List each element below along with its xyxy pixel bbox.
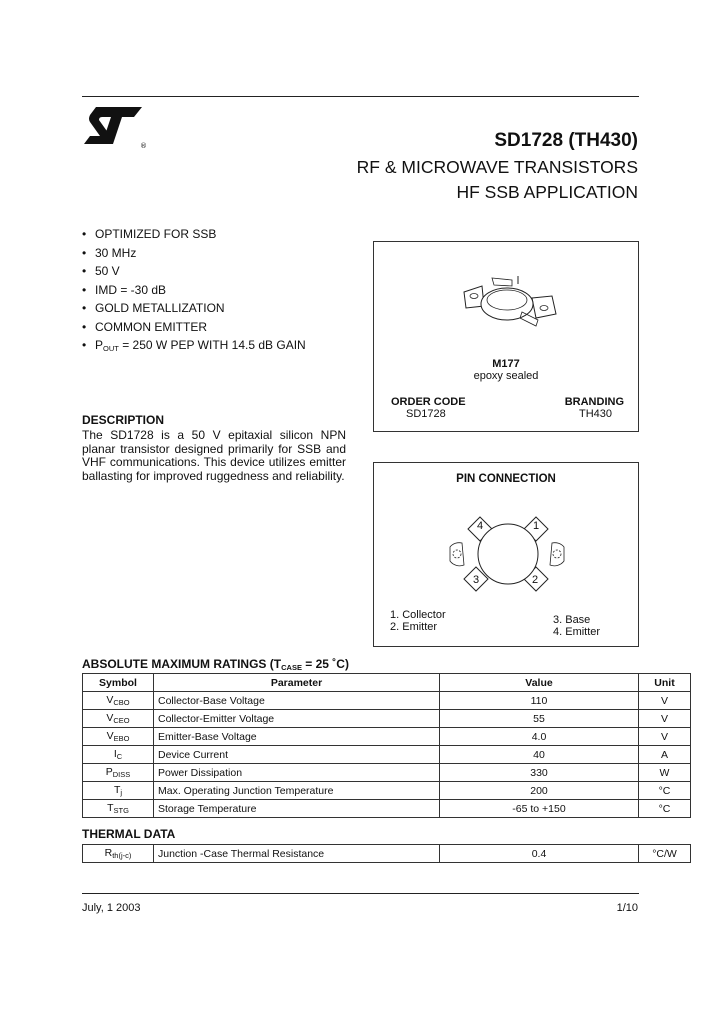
package-name: M177 (492, 358, 520, 370)
value-cell: 4.0 (440, 728, 639, 746)
col-symbol: Symbol (83, 674, 154, 692)
value-cell: 200 (440, 782, 639, 800)
pin-legend-2: 2. Emitter (390, 621, 438, 633)
package-drawing (452, 270, 562, 340)
pin-connection-heading: PIN CONNECTION (456, 473, 556, 485)
thermal-table (82, 844, 691, 863)
parameter-cell: Collector-Base Voltage (154, 692, 440, 710)
footer-page: 1/10 (616, 902, 638, 914)
order-code-value: SD1728 (406, 408, 446, 420)
pin-number-3: 3 (473, 574, 480, 586)
pin-legend-1: 1. Collector (390, 609, 446, 621)
value-cell: -65 to +150 (440, 800, 639, 818)
unit-cell: °C (639, 782, 691, 800)
order-code-label: ORDER CODE (391, 396, 466, 408)
pin-number-1: 1 (533, 520, 540, 532)
feature-item: • GOLD METALLIZATION (82, 299, 306, 318)
ratings-table (82, 673, 691, 818)
parameter-cell: Storage Temperature (154, 800, 440, 818)
symbol-cell: $T_{STG}$ (83, 800, 154, 818)
svg-text:®: ® (140, 142, 147, 150)
branding-label: BRANDING (564, 396, 624, 408)
table-row (83, 800, 691, 818)
subtitle-line1: RF & MICROWAVE TRANSISTORS (356, 157, 638, 177)
feature-item: • COMMON EMITTER (82, 318, 306, 337)
feature-item-pout: • $P_{OUT} = 250$ W PEP WITH 14.5 dB GAIN (82, 336, 306, 359)
pin-legend-4: 4. Emitter (553, 626, 601, 638)
pin-legend-3: 3. Base (553, 614, 591, 626)
ratings-heading: ABSOLUTE MAXIMUM RATINGS ($T_{CASE} = 25$ ˚C) (82, 657, 349, 672)
symbol-cell: $R_{th(j-c)}$ (83, 845, 154, 863)
value-cell: 110 (440, 692, 639, 710)
footer-rule (82, 893, 639, 894)
package-note: epoxy sealed (473, 370, 539, 382)
table-row (83, 782, 691, 800)
feature-item: • 30 MHz (82, 244, 306, 263)
parameter-cell: Device Current (154, 746, 440, 764)
footer-date: July, 1 2003 (82, 902, 141, 914)
package-box (373, 241, 639, 432)
value-cell: 0.4 (440, 845, 639, 863)
table-row (83, 728, 691, 746)
unit-cell: °C (639, 800, 691, 818)
col-value: Value (440, 674, 639, 692)
branding-value: TH430 (578, 408, 612, 420)
unit-cell: W (639, 764, 691, 782)
symbol-cell: $P_{DISS}$ (83, 764, 154, 782)
parameter-cell: Junction -Case Thermal Resistance (154, 845, 440, 863)
table-row (83, 764, 691, 782)
symbol-cell: $V_{CBO}$ (83, 692, 154, 710)
description-heading: DESCRIPTION (82, 413, 165, 427)
unit-cell: V (639, 710, 691, 728)
table-row (83, 710, 691, 728)
feature-list (82, 225, 306, 359)
symbol-cell: $V_{EBO}$ (83, 728, 154, 746)
thermal-heading: THERMAL DATA (82, 827, 176, 841)
col-unit: Unit (639, 674, 691, 692)
parameter-cell: Power Dissipation (154, 764, 440, 782)
header-rule (82, 96, 639, 97)
parameter-cell: Emitter-Base Voltage (154, 728, 440, 746)
symbol-cell: $I_C$ (83, 746, 154, 764)
unit-cell: V (639, 692, 691, 710)
value-cell: 40 (440, 746, 639, 764)
pin-diagram (442, 507, 572, 599)
feature-item: • IMD = -30 dB (82, 281, 306, 300)
part-title: SD1728 (TH430) (494, 130, 638, 151)
parameter-cell: Max. Operating Junction Temperature (154, 782, 440, 800)
parameter-cell: Collector-Emitter Voltage (154, 710, 440, 728)
description-text: The SD1728 is a 50 V epitaxial silicon NPN planar transistor designed primarily for SSB and VHF communications. This device utilizes emitter ballasting for improved ruggedness and reliability. (82, 428, 346, 484)
symbol-cell: $V_{CEO}$ (83, 710, 154, 728)
unit-cell: A (639, 746, 691, 764)
ratings-header-row (83, 674, 691, 692)
table-row (83, 692, 691, 710)
subtitle-line2: HF SSB APPLICATION (456, 182, 638, 202)
symbol-cell: $T_j$ (83, 782, 154, 800)
col-parameter: Parameter (154, 674, 440, 692)
pin-number-4: 4 (477, 520, 484, 532)
unit-cell: V (639, 728, 691, 746)
feature-item: • OPTIMIZED FOR SSB (82, 225, 306, 244)
feature-item: • 50 V (82, 262, 306, 281)
table-row (83, 845, 691, 863)
pin-connection-box (373, 462, 639, 647)
st-logo (82, 104, 150, 150)
value-cell: 330 (440, 764, 639, 782)
value-cell: 55 (440, 710, 639, 728)
unit-cell: °C/W (639, 845, 691, 863)
table-row (83, 746, 691, 764)
pin-number-2: 2 (532, 574, 539, 586)
